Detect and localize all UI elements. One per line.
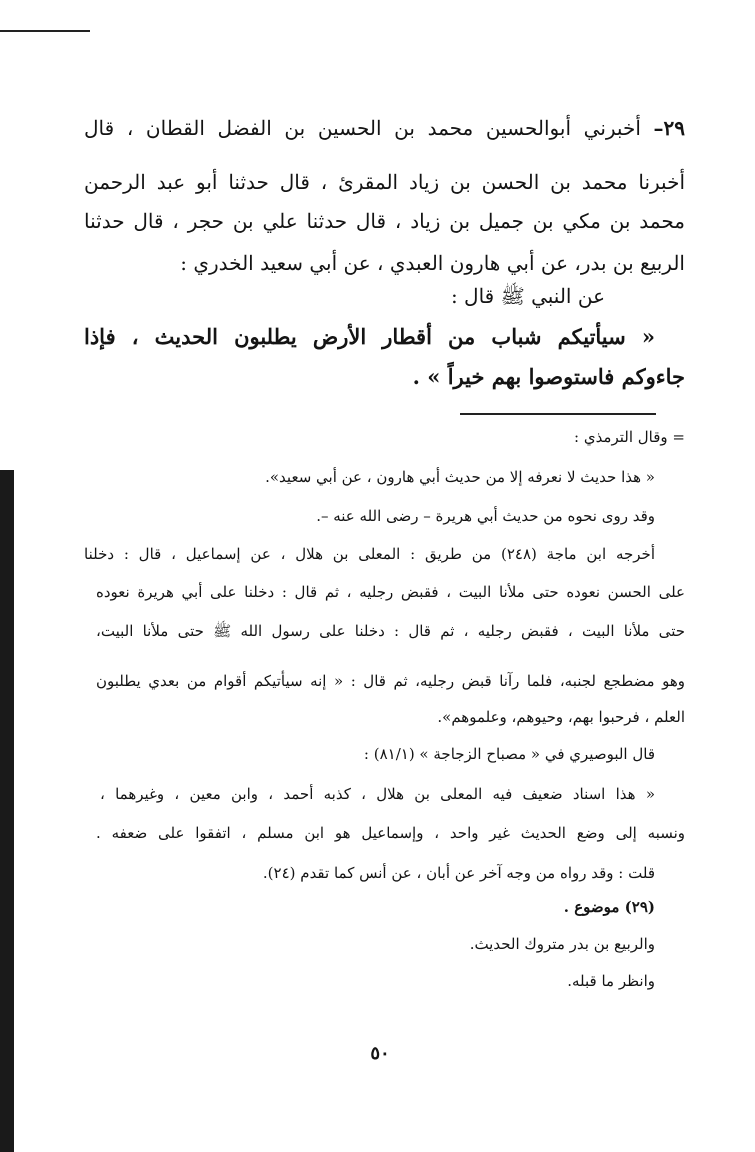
footnote-line-2: « هذا حديث لا نعرفه إلا من حديث أبي هارون ، عن أبي سعيد». bbox=[265, 468, 655, 486]
footnote-line-3: وقد روى نحوه من حديث أبي هريرة – رضى الله عنه –. bbox=[316, 507, 655, 525]
hadith-line-3: محمد بن مكي بن جميل بن زياد ، قال حدثنا علي بن حجر ، قال حدثنا bbox=[84, 209, 685, 233]
footnote-line-7: وهو مضطجع لجنبه، فلما رآنا قبض رجليه، ثم قال : « إنه سيأتيكم أقوام من بعدي يطلبون bbox=[96, 672, 685, 690]
hadith-line-1 bbox=[84, 116, 685, 140]
hadith-text: أخبرني أبوالحسين محمد بن الحسين بن الفضل القطان ، قال bbox=[84, 116, 641, 140]
footnote-line-5: على الحسن نعوده حتى ملأنا البيت ، فقبض رجليه ، ثم قال : دخلنا على أبي هريرة نعوده bbox=[96, 583, 685, 601]
footnote-line-12: قلت : وقد رواه من وجه آخر عن أبان ، عن أنس كما تقدم (٢٤). bbox=[262, 864, 655, 882]
footnote-line-4: أخرجه ابن ماجة (٢٤٨) من طريق : المعلى بن هلال ، عن إسماعيل ، قال : دخلنا bbox=[84, 545, 655, 563]
page-number: ٥٠ bbox=[370, 1043, 390, 1064]
footnote-line-15: وانظر ما قبله. bbox=[567, 972, 655, 990]
hadith-line-5: عن النبي ﷺ قال : bbox=[450, 284, 605, 308]
footnote-line-8: العلم ، فرحبوا بهم، وحيوهم، وعلموهم». bbox=[437, 708, 685, 726]
hadith-quote-line-2: جاءوكم فاستوصوا بهم خيراً » . bbox=[412, 364, 685, 389]
footnote-line-14: والربيع بن بدر متروك الحديث. bbox=[469, 935, 655, 953]
footnote-line-13: (٢٩) موضوع . bbox=[563, 898, 655, 916]
footnote-line-11: ونسبه إلى وضع الحديث غير واحد ، وإسماعيل هو ابن مسلم ، اتفقوا على ضعفه . bbox=[96, 824, 685, 842]
footnote-separator bbox=[460, 413, 656, 415]
hadith-line-4: الربيع بن بدر، عن أبي هارون العبدي ، عن أبي سعيد الخدري : bbox=[180, 251, 685, 275]
top-rule bbox=[0, 30, 90, 32]
footnote-line-10: « هذا اسناد ضعيف فيه المعلى بن هلال ، كذبه أحمد ، وابن معين ، وغيرهما ، bbox=[100, 785, 655, 803]
hadith-line-2: أخبرنا محمد بن الحسن بن زياد المقرئ ، قال حدثنا أبو عبد الرحمن bbox=[84, 170, 685, 194]
footnote-line-6: حتى ملأنا البيت ، فقبض رجليه ، ثم قال : دخلنا على رسول الله ﷺ حتى ملأنا البيت، bbox=[96, 622, 685, 640]
hadith-number: ٢٩– bbox=[653, 116, 685, 140]
footnote-line-9: قال البوصيري في « مصباح الزجاجة » (٨١/١) : bbox=[363, 745, 655, 763]
hadith-quote-line-1: « سيأتيكم شباب من أقطار الأرض يطلبون الحديث ، فإذا bbox=[84, 324, 655, 349]
footnote-line-1: = وقال الترمذي : bbox=[574, 428, 685, 446]
scan-edge-shadow bbox=[0, 470, 14, 1152]
